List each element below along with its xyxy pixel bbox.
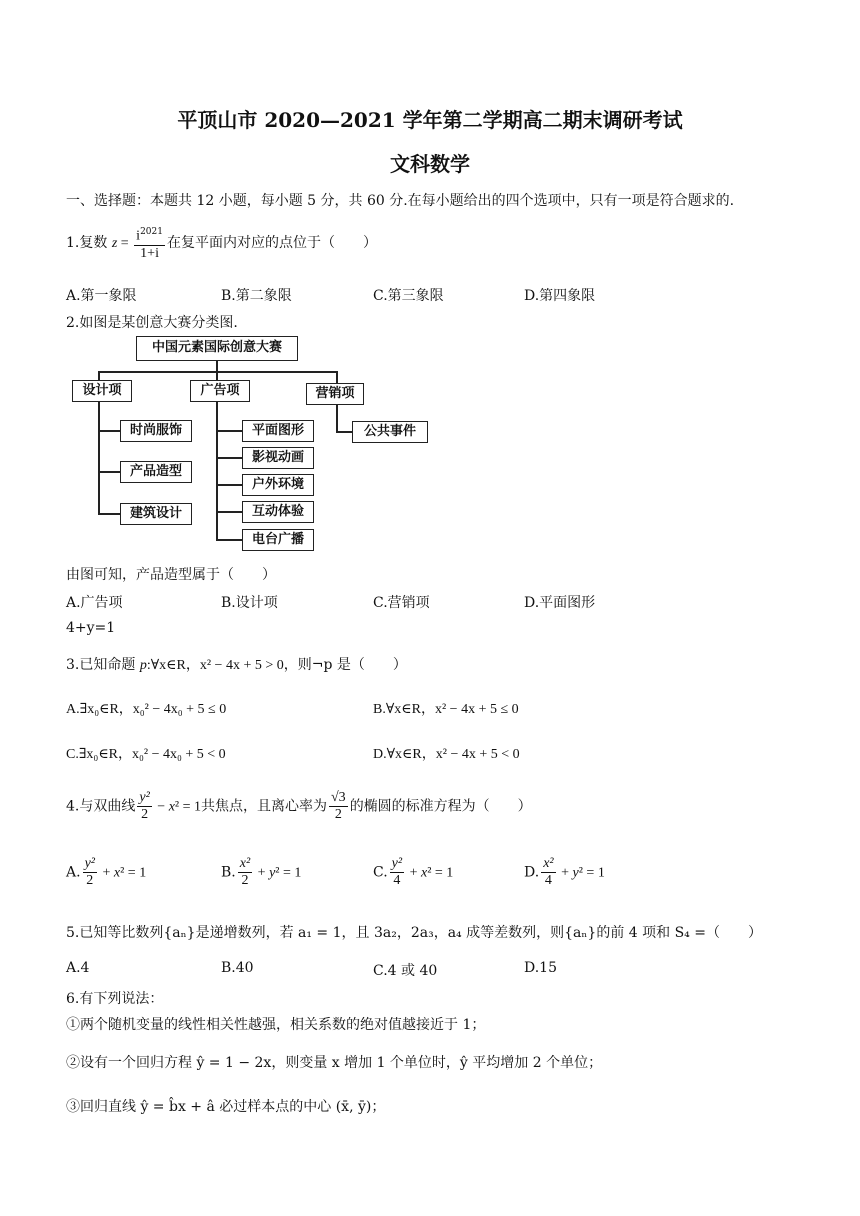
section-intro: 一、选择题：本题共 12 小题，每小题 5 分，共 60 分.在每小题给出的四个选项中，只有一项是符合题求的. — [66, 193, 735, 209]
q4-option-c: C. $\frac{\text{y²}}{4}$ + x² = 1 — [373, 856, 454, 888]
diagram-root: 中国元素国际创意大赛 — [136, 336, 298, 361]
q1-option-b: B.第二象限 — [221, 288, 292, 304]
question-6-stem: 6.有下列说法： — [66, 991, 164, 1007]
q2-option-c: C.营销项 — [373, 595, 430, 611]
diagram-node-outdoor: 户外环境 — [242, 474, 314, 496]
q1-option-d: D.第四象限 — [524, 288, 596, 304]
question-5-stem: 5.已知等比数列{aₙ}是递增数列，若 a₁ = 1，且 3a₂，2a₃，a₄ 成等差数列，则{aₙ}的前 4 项和 S₄ =（ ） — [66, 925, 762, 941]
diagram-node-radio: 电台广播 — [242, 529, 314, 551]
q4-option-a: A. $\frac{\text{y²}}{2}$ + x² = 1 — [66, 856, 147, 888]
diagram-node-interactive: 互动体验 — [242, 501, 314, 523]
q2-option-b: B.设计项 — [221, 595, 278, 611]
diagram-node-animation: 影视动画 — [242, 447, 314, 469]
diagram-node-architecture: 建筑设计 — [120, 503, 192, 525]
diagram-branch-design: 设计项 — [72, 380, 132, 402]
exam-subject: 文科数学 — [390, 152, 470, 176]
q4-option-d: D. $\frac{\text{x²}}{4}$ + y² = 1 — [524, 856, 605, 888]
q3-option-a: A.∃x₀∈R，x₀² − 4x₀ + 5 ≤ 0 — [66, 702, 227, 717]
q6-item-3: ③回归直线 ŷ = b̂x + â 必过样本点的中心 (x̄, ȳ)； — [66, 1099, 386, 1115]
q3-option-b: B.∀x∈R，x² − 4x + 5 ≤ 0 — [373, 702, 519, 717]
q4-option-b: B. $\frac{\text{x²}}{2}$ + y² = 1 — [221, 856, 302, 888]
stray-text: 4+y=1 — [66, 620, 116, 636]
q5-option-c: C.4 或 40 — [373, 963, 438, 979]
q5-option-d: D.15 — [524, 960, 557, 976]
question-2-stem2: 由图可知，产品造型属于（ ） — [66, 567, 276, 583]
diagram-node-graphic: 平面图形 — [242, 420, 314, 442]
q1-option-c: C.第三象限 — [373, 288, 444, 304]
diagram-branch-ad: 广告项 — [190, 380, 250, 402]
exam-title: 平顶山市 2020—2021 学年第二学期高二期末调研考试 — [177, 108, 683, 132]
question-1-stem: 1.复数 z = $\frac{i^{2021}}{1+i}$ 在复平面内对应的点位于（ ） — [66, 224, 377, 262]
q2-option-a: A.广告项 — [66, 595, 123, 611]
q5-option-b: B.40 — [221, 960, 254, 976]
q3-option-c: C.∃x₀∈R，x₀² − 4x₀ + 5 < 0 — [66, 747, 226, 762]
diagram-node-product: 产品造型 — [120, 461, 192, 483]
diagram-node-public-event: 公共事件 — [352, 421, 428, 443]
q5-option-a: A.4 — [66, 960, 90, 976]
question-4-stem: 4.与双曲线 $\frac{\text{y²}}{2}$ − x² = 1共焦点，且离心率为 $\frac{√3}{2}$ 的椭圆的标准方程为（ ） — [66, 790, 532, 822]
diagram-node-fashion: 时尚服饰 — [120, 420, 192, 442]
q3-option-d: D.∀x∈R，x² − 4x + 5 < 0 — [373, 747, 520, 762]
q6-item-1: ①两个随机变量的线性相关性越强，相关系数的绝对值越接近于 1； — [66, 1017, 486, 1033]
q1-option-a: A.第一象限 — [66, 288, 137, 304]
question-2-stem: 2.如图是某创意大赛分类图. — [66, 315, 238, 331]
q2-option-d: D.平面图形 — [524, 595, 596, 611]
diagram-branch-marketing: 营销项 — [306, 383, 364, 405]
question-3-stem: 3.已知命题 p:∀x∈R，x² − 4x + 5 > 0，则¬p 是（ ） — [66, 657, 407, 673]
q6-item-2: ②设有一个回归方程 ŷ = 1 − 2x，则变量 x 增加 1 个单位时，ŷ 平均增加 2 个单位； — [66, 1055, 603, 1071]
